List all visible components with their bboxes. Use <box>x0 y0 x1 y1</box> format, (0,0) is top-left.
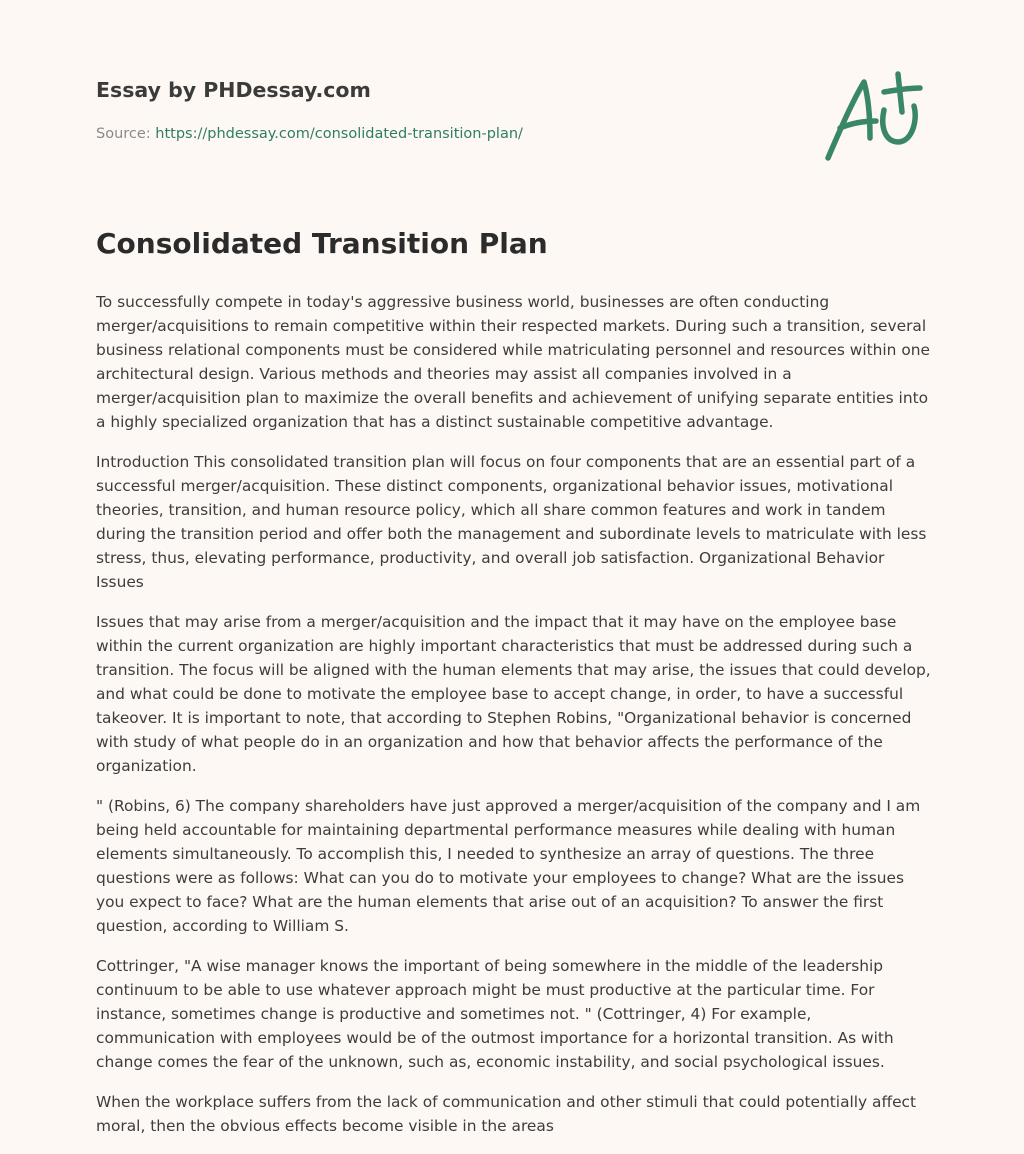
source-label: Source: <box>96 126 151 142</box>
source-line <box>96 124 796 144</box>
essay-paragraph: To successfully compete in today's aggressive business world, businesses are often conducting merger/acquisitions to remain competitive within their respected markets. During such a transition, several business relational components must be considered while matriculating personnel and resources within one architectural design. Various methods and theories may assist all companies involved in a merger/acquisition plan to maximize the overall benefits and achievement of unifying separate entities into a highly specialized organization that has a distinct sustainable competitive advantage. <box>96 293 930 431</box>
a-plus-grade-icon <box>820 66 930 166</box>
essay-paragraph: " (Robins, 6) The company shareholders have just approved a merger/acquisition of the company and I am being held accountable for maintaining departmental performance measures while dealing with human elements simultaneously. To accomplish this, I needed to synthesize an array of questions. The three questions were as follows: What can you do to motivate your employees to change? What are the issues you expect to face? What are the human elements that arise out of an acquisition? To answer the first question, according to William S. <box>96 797 921 935</box>
essay-paragraph: When the workplace suffers from the lack of communication and other stimuli that could potentially affect moral, then the obvious effects become visible in the areas <box>96 1093 917 1135</box>
source-link[interactable]: https://phdessay.com/consolidated-transition-plan/ <box>155 126 523 142</box>
essay-paragraph: Introduction This consolidated transition plan will focus on four components that are an essential part of a successful merger/acquisition. These distinct components, organizational behavior issues, motivational theories, transition, and human resource policy, which all share common features and work in tandem during the transition period and offer both the management and subordinate levels to matriculate with less stress, thus, elevating performance, productivity, and overall job satisfaction. Organizational Behavior Issues <box>96 453 927 591</box>
essay-title: Consolidated Transition Plan <box>96 227 548 260</box>
essay-paragraph: Cottringer, "A wise manager knows the important of being somewhere in the middle of the leadership continuum to be able to use whatever approach might be must productive at the particular time. For instance, sometimes change is productive and sometimes not. " (Cottringer, 4) For example, communication with employees would be of the outmost importance for a horizontal transition. As with change comes the fear of the unknown, such as, economic instability, and social psychological issues. <box>96 957 894 1071</box>
site-title: Essay by PHDessay.com <box>96 78 371 102</box>
essay-paragraph: Issues that may arise from a merger/acquisition and the impact that it may have on the employee base within the current organization are highly important characteristics that must be addressed during such a transition. The focus will be aligned with the human elements that may arise, the issues that could develop, and what could be done to motivate the employee base to accept change, in order, to have a successful takeover. It is important to note, that according to Stephen Robins, "Organizational behavior is concerned with study of what people do in an organization and how that behavior affects the performance of the organization. <box>96 613 931 775</box>
essay-body <box>96 224 932 1154</box>
essay-header <box>96 76 796 144</box>
